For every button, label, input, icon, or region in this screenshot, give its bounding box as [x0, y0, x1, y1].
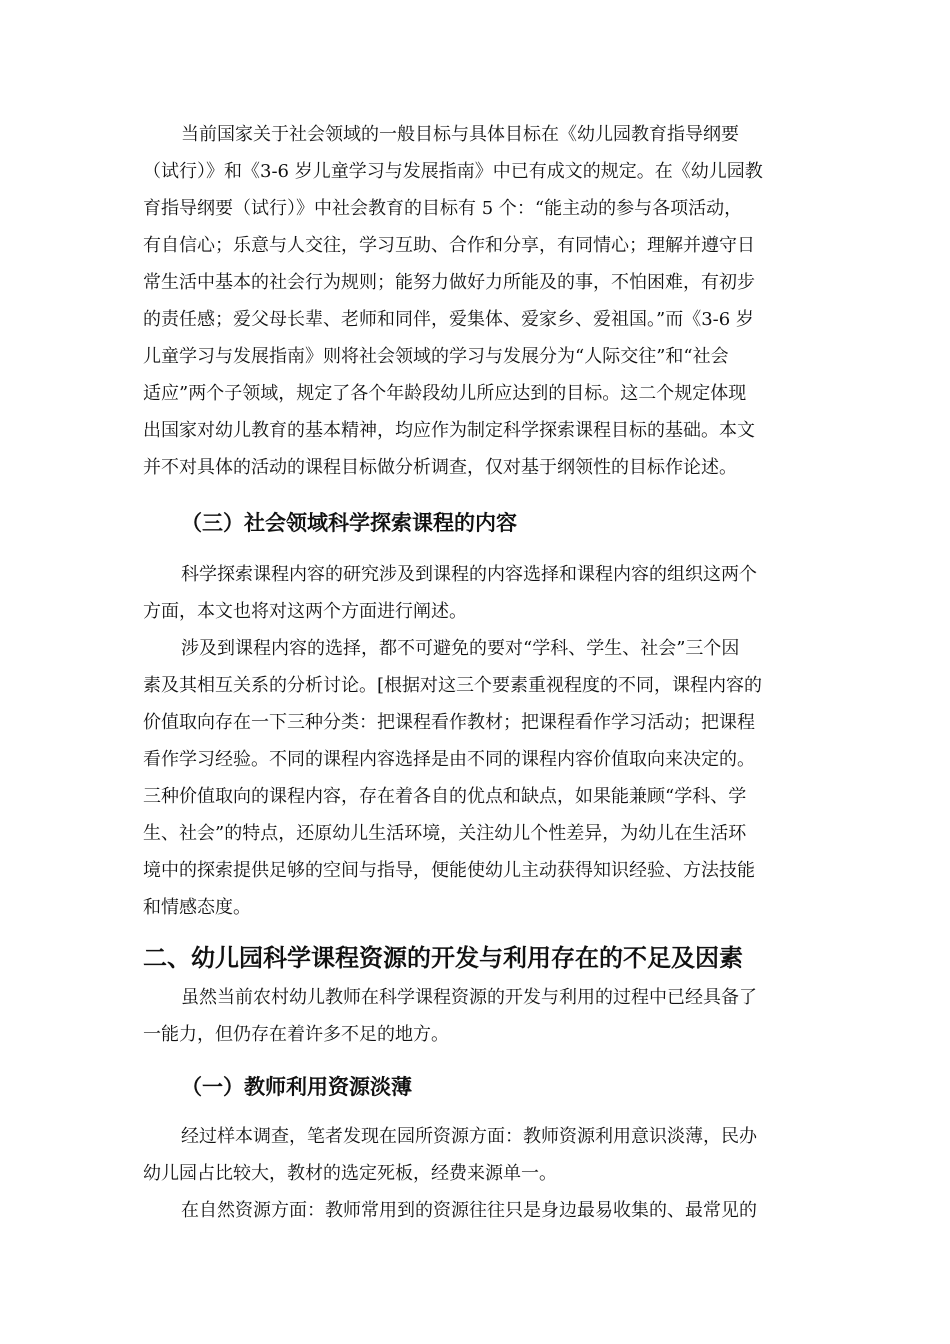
- section-heading-content: （三）社会领域科学探索课程的内容: [181, 511, 517, 535]
- text-line: 虽然当前农村幼儿教师在科学课程资源的开发与利用的过程中已经具备了: [181, 987, 757, 1008]
- text-line: 经过样本调查，笔者发现在园所资源方面：教师资源利用意识淡薄，民办: [181, 1126, 757, 1147]
- text-line: 常生活中基本的社会行为规则；能努力做好力所能及的事，不怕困难，有初步: [143, 272, 755, 293]
- section-heading-teacher-resources: （一）教师利用资源淡薄: [181, 1075, 412, 1099]
- text-line: 并不对具体的活动的课程目标做分析调查，仅对基于纲领性的目标作论述。: [143, 457, 737, 478]
- text-line: 出国家对幼儿教育的基本精神，均应作为制定科学探索课程目标的基础。本文: [143, 420, 755, 441]
- text-line: 涉及到课程内容的选择，都不可避免的要对“学科、学生、社会”三个因: [181, 638, 740, 659]
- chapter-heading: 二、幼儿园科学课程资源的开发与利用存在的不足及因素: [143, 944, 743, 972]
- text-line: 素及其相互关系的分析讨论。[根据对这三个要素重视程度的不同，课程内容的: [143, 675, 763, 696]
- text-line: 生、社会”的特点，还原幼儿生活环境，关注幼儿个性差异，为幼儿在生活环: [143, 823, 747, 844]
- text-line: 科学探索课程内容的研究涉及到课程的内容选择和课程内容的组织这两个: [181, 564, 757, 585]
- text-line: 育指导纲要（试行）》中社会教育的目标有 5 个：“能主动的参与各项活动，: [143, 198, 743, 219]
- text-line: 适应”两个子领域，规定了各个年龄段幼儿所应达到的目标。这二个规定体现: [143, 383, 747, 404]
- text-line: 有自信心；乐意与人交往，学习互助、合作和分享，有同情心；理解并遵守日: [143, 235, 755, 256]
- text-line: 价值取向存在一下三种分类：把课程看作教材；把课程看作学习活动；把课程: [143, 712, 755, 733]
- text-line: 当前国家关于社会领域的一般目标与具体目标在《幼儿园教育指导纲要: [181, 124, 739, 145]
- text-line: 方面，本文也将对这两个方面进行阐述。: [143, 601, 467, 622]
- text-line: 和情感态度。: [143, 897, 251, 918]
- text-line: （试行）》和《3-6 岁儿童学习与发展指南》中已有成文的规定。在《幼儿园教: [143, 161, 763, 182]
- text-line: 看作学习经验。不同的课程内容选择是由不同的课程内容价值取向来决定的。: [143, 749, 755, 770]
- text-line: 幼儿园占比较大，教材的选定死板，经费来源单一。: [143, 1163, 557, 1184]
- text-line: 的责任感；爱父母长辈、老师和同伴，爱集体、爱家乡、爱祖国。”而《3-6 岁: [143, 309, 754, 330]
- text-line: 一能力，但仍存在着许多不足的地方。: [143, 1024, 449, 1045]
- text-line: 儿童学习与发展指南》则将社会领域的学习与发展分为“人际交往”和“社会: [143, 346, 729, 367]
- text-line: 在自然资源方面：教师常用到的资源往往只是身边最易收集的、最常见的: [181, 1200, 757, 1221]
- text-line: 境中的探索提供足够的空间与指导，便能使幼儿主动获得知识经验、方法技能: [143, 860, 755, 881]
- text-line: 三种价值取向的课程内容，存在着各自的优点和缺点，如果能兼顾“学科、学: [143, 786, 747, 807]
